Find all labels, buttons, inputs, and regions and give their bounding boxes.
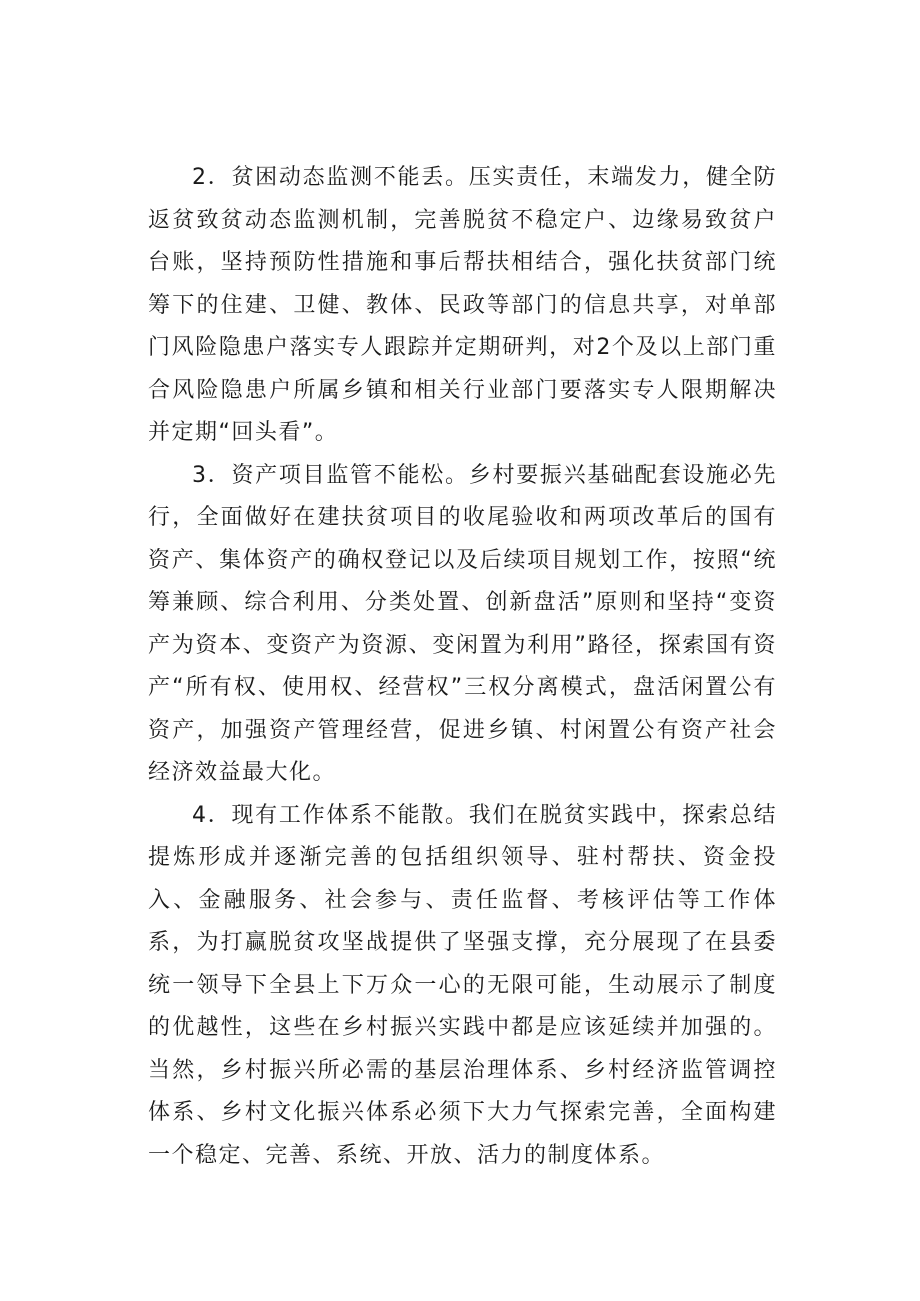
paragraph-asset-supervision: 3．资产项目监管不能松。乡村要振兴基础配套设施必先行，全面做好在建扶贫项目的收尾验收和两项改革后的国有资产、集体资产的确权登记以及后续项目规划工作，按照“统筹兼顾、综合利用、分类处置、创新盘活”原则和坚持“变资产为资本、变资产为资源、变闲置为利用”路径，探索国有资产“所有权、使用权、经营权”三权分离模式，盘活闲置公有资产，加强资产管理经营，促进乡镇、村闲置公有资产社会经济效益最大化。 <box>148 462 777 785</box>
paragraph-poverty-monitoring: 2．贫困动态监测不能丢。压实责任，末端发力，健全防返贫致贫动态监测机制，完善脱贫不稳定户、边缘易致贫户台账，坚持预防性措施和事后帮扶相结合，强化扶贫部门统筹下的住建、卫健、教体、民政等部门的信息共享，对单部门风险隐患户落实专人跟踪并定期研判，对2个及以上部门重合风险隐患户所属乡镇和相关行业部门要落实专人限期解决并定期“回头看”。 <box>148 165 777 445</box>
document-body <box>148 157 777 1177</box>
paragraph-work-system: 4．现有工作体系不能散。我们在脱贫实践中，探索总结提炼形成并逐渐完善的包括组织领导、驻村帮扶、资金投入、金融服务、社会参与、责任监督、考核评估等工作体系，为打赢脱贫攻坚战提供了坚强支撑，充分展现了在县委统一领导下全县上下万众一心的无限可能，生动展示了制度的优越性，这些在乡村振兴实践中都是应该延续并加强的。当然，乡村振兴所必需的基层治理体系、乡村经济监管调控体系、乡村文化振兴体系必须下大力气探索完善，全面构建一个稳定、完善、系统、开放、活力的制度体系。 <box>148 802 777 1168</box>
